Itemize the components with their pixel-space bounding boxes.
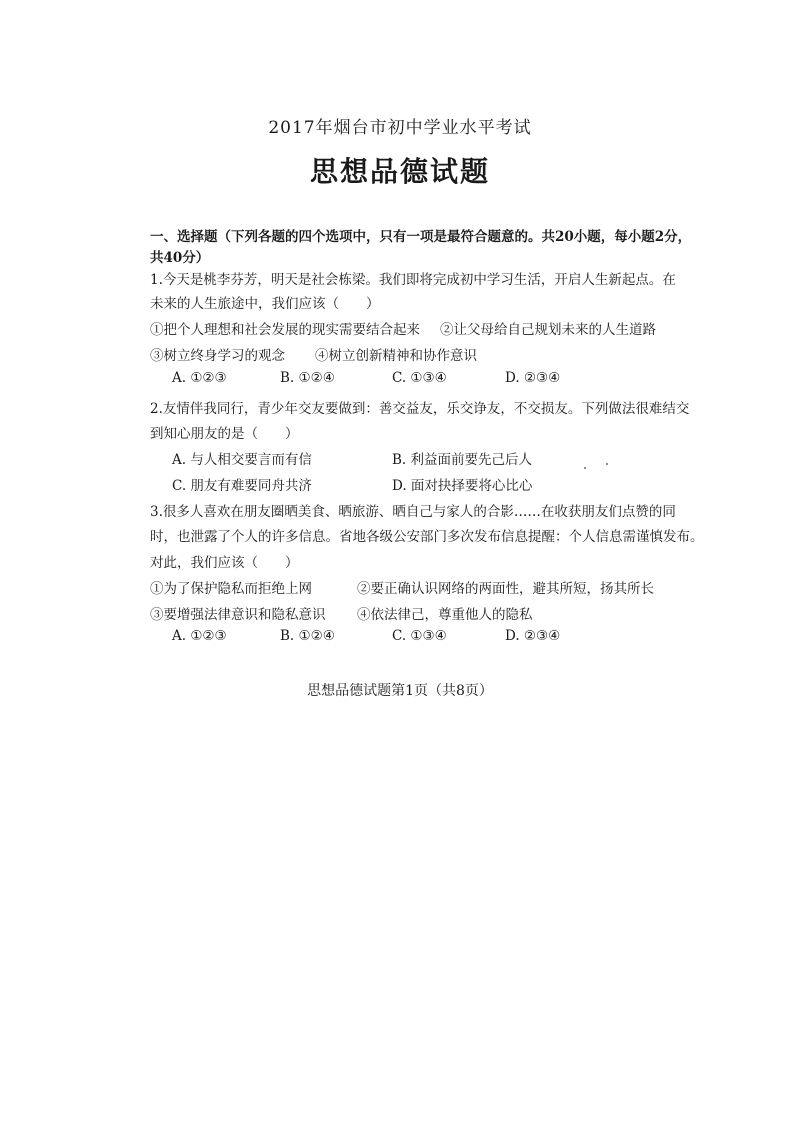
- section-intro-line: 共40分）: [150, 250, 210, 266]
- statement: ③要增强法律意识和隐私意识: [150, 607, 326, 623]
- scan-speck: [584, 467, 586, 469]
- subject-title: 思想品德试题: [309, 155, 490, 188]
- statement: ①为了保护隐私而拒绝上网: [150, 581, 312, 597]
- choice-d: D. ②③④: [505, 370, 561, 386]
- statement: ④依法律己，尊重他人的隐私: [357, 607, 533, 623]
- question-stem-line: 对此，我们应该（ ）: [150, 555, 299, 571]
- scan-speck: [606, 463, 608, 465]
- choice-c: C. ①③④: [392, 370, 447, 386]
- choice-a: A. ①②③: [172, 628, 227, 644]
- statement: ②要正确认识网络的两面性，避其所短，扬其所长: [357, 581, 654, 597]
- statement: ②让父母给自己规划未来的人生道路: [440, 322, 656, 338]
- page-footer: 思想品德试题第1页（共8页）: [307, 683, 493, 699]
- exam-title: 2017年烟台市初中学业水平考试: [268, 118, 532, 138]
- choice-d: D. 面对抉择要将心比心: [392, 478, 533, 494]
- question-stem-line: 3.很多人喜欢在朋友圈晒美食、晒旅游、晒自己与家人的合影……在收获朋友们点赞的同: [150, 504, 676, 520]
- choice-b: B. 利益面前要先己后人: [392, 452, 533, 468]
- choice-c: C. ①③④: [392, 628, 447, 644]
- choice-b: B. ①②④: [280, 628, 335, 644]
- choice-b: B. ①②④: [280, 370, 335, 386]
- choice-d: D. ②③④: [505, 628, 561, 644]
- question-stem-line: 2.友情伴我同行，青少年交友要做到：善交益友，乐交诤友，不交损友。下列做法很难结交: [150, 401, 690, 417]
- question-stem-line: 1.今天是桃李芬芳，明天是社会栋梁。我们即将完成初中学习生活，开启人生新起点。在: [150, 272, 676, 288]
- question-stem-line: 时，也泄露了个人的许多信息。省地各级公安部门多次发布信息提醒：个人信息需谨慎发布。: [150, 529, 704, 545]
- question-stem-line: 未来的人生旅途中，我们应该（ ）: [150, 296, 380, 312]
- statement: ①把个人理想和社会发展的现实需要结合起来: [150, 322, 420, 338]
- statement: ④树立创新精神和协作意识: [315, 348, 477, 364]
- section-intro-line: 一、选择题（下列各题的四个选项中，只有一项是最符合题意的。共20小题，每小题2分，: [150, 229, 692, 245]
- choice-a: A. 与人相交要言而有信: [172, 452, 312, 468]
- choice-a: A. ①②③: [172, 370, 227, 386]
- statement: ③树立终身学习的观念: [150, 348, 285, 364]
- choice-c: C. 朋友有难要同舟共济: [172, 478, 312, 494]
- question-stem-line: 到知心朋友的是（ ）: [150, 426, 299, 442]
